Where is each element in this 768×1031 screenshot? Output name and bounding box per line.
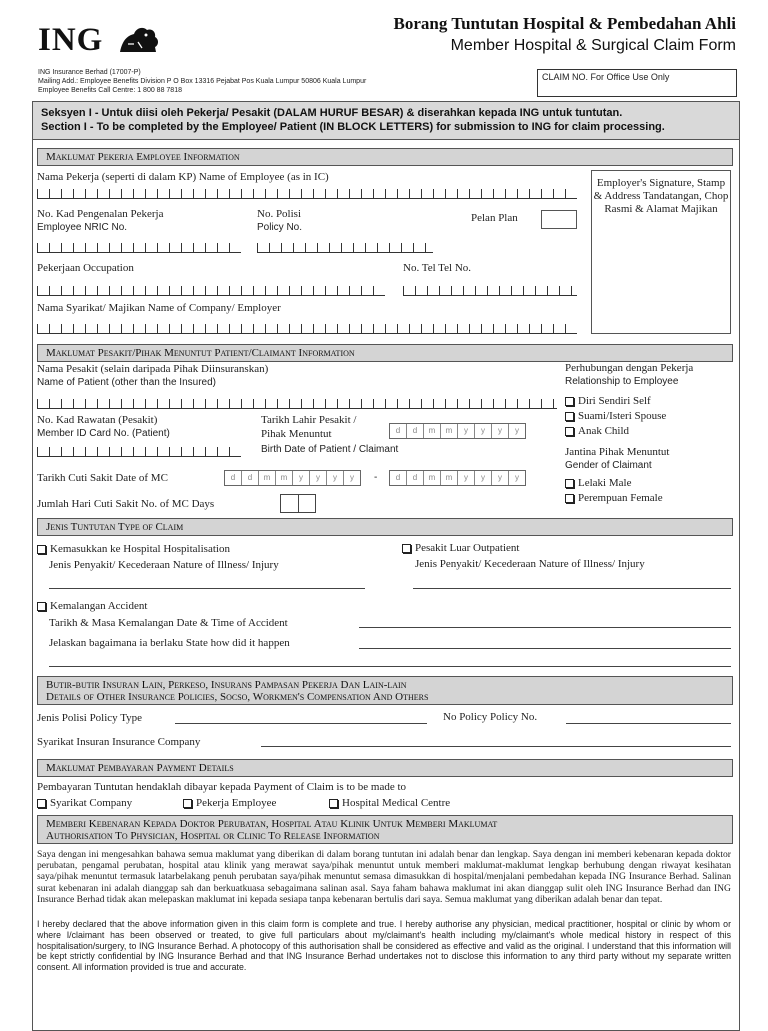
outpatient-checkbox[interactable] [402,544,411,553]
date-cell[interactable]: y [515,473,519,482]
company-label: Nama Syarikat/ Majikan Name of Company/ Employer [37,302,281,314]
patient-name-field[interactable] [37,399,557,409]
gender-male-label: Lelaki Male [578,477,632,489]
company-line-2: Mailing Add.: Employee Benefits Division P O Box 13316 Pejabat Pos Kuala Lumpur 50806 Kuala Lumpur [38,78,367,85]
relationship-label-english: Relationship to Employee [565,376,679,387]
dob-field[interactable] [389,423,526,439]
plan-field[interactable] [541,210,577,229]
gender-label-english: Gender of Claimant [565,460,652,471]
date-cell[interactable]: m [259,471,276,485]
date-cell[interactable]: m [441,424,458,438]
patient-name-label-malay: Nama Pesakit (selain daripada Pihak Diinsuranskan) [37,363,269,375]
date-cell[interactable]: y [293,471,310,485]
member-id-label-malay: No. Kad Rawatan (Pesakit) [37,414,158,426]
dob-label-malay-1: Tarikh Lahir Pesakit / [261,414,357,426]
plan-label: Pelan Plan [471,212,518,224]
child-checkbox[interactable] [565,427,574,436]
payment-employee-label: Pekerja Employee [196,797,277,809]
accident-datetime-field[interactable] [359,627,731,628]
claim-type-heading: Jenis Tuntutan Type of Claim [37,518,733,536]
rel-self-label: Diri Sendiri Self [578,395,651,407]
payment-company-checkbox[interactable] [37,799,46,808]
date-cell[interactable]: d [390,424,407,438]
date-cell[interactable]: y [310,471,327,485]
outpatient-label: Pesakit Luar Outpatient [415,542,520,554]
payment-employee-option[interactable] [183,797,276,809]
intro-malay: Seksyen I - Untuk diisi oleh Pekerja/ Pesakit (DALAM HURUF BESAR) & diserahkan kepada ING untuk tuntutan. [41,107,623,119]
date-cell[interactable]: d [242,471,259,485]
accident-datetime-label: Tarikh & Masa Kemalangan Date & Time of Accident [49,617,288,629]
date-cell[interactable]: y [492,424,509,438]
ing-logo: ING [38,22,104,58]
outpatient-option[interactable] [402,542,519,554]
male-checkbox[interactable] [565,479,574,488]
other-insurance-heading-malay: Butir-butir Insuran Lain, Perkeso, Insurans Pampasan Pekerja Dan Lain-lain [46,679,407,691]
insurance-company-label: Syarikat Insuran Insurance Company [37,736,201,748]
employee-name-label: Nama Pekerja (seperti di dalam KP) Name of Employee (as in IC) [37,171,329,183]
mc-days-field[interactable] [280,494,316,513]
date-cell[interactable]: y [458,471,475,485]
company-field[interactable] [37,324,577,334]
authorisation-heading-english: Authorisation To Physician, Hospital or Clinic To Release Information [46,830,380,842]
relationship-label-malay: Perhubungan dengan Pekerja [565,362,694,374]
mc-date-from-field[interactable] [224,470,361,486]
date-cell[interactable]: d [407,424,424,438]
policy-number-field[interactable] [257,243,433,253]
nric-label-english: Employee NRIC No. [37,222,128,233]
policy-label-malay: No. Polisi [257,208,302,220]
date-cell[interactable]: y [515,426,519,435]
out-nature-label: Jenis Penyakit/ Kecederaan Nature of Illness/ Injury [415,558,645,570]
claim-number-box: CLAIM NO. For Office Use Only [537,69,737,97]
accident-how-label: Jelaskan bagaimana ia berlaku State how did it happen [49,637,290,649]
company-address [38,68,366,95]
form-title-english: Member Hospital & Surgical Claim Form [450,37,736,54]
policy-type-label: Jenis Polisi Policy Type [37,712,143,724]
date-cell[interactable]: m [424,471,441,485]
date-cell[interactable]: d [390,471,407,485]
employee-name-field[interactable] [37,189,577,199]
section-intro [33,102,739,140]
payment-label: Pembayaran Tuntutan hendaklah dibayar kepada Payment of Claim is to be made to [37,781,407,793]
employee-info-heading: Maklumat Pekerja Employee Information [37,148,733,166]
occupation-label: Pekerjaan Occupation [37,262,134,274]
accident-label: Kemalangan Accident [50,600,148,612]
tel-label: No. Tel Tel No. [403,262,472,274]
accident-how-field-2[interactable] [49,666,731,667]
other-policy-no-field[interactable] [566,723,731,724]
member-id-label-english: Member ID Card No. (Patient) [37,428,170,439]
gender-label-malay: Jantina Pihak Menuntut [565,446,670,458]
payment-company-label: Syarikat Company [50,797,133,809]
payment-heading: Maklumat Pembayaran Payment Details [37,759,733,777]
relationship-child-option[interactable] [565,425,629,437]
accident-checkbox[interactable] [37,602,46,611]
accident-how-field[interactable] [359,648,731,649]
lion-logo-icon [116,24,162,54]
payment-hospital-checkbox[interactable] [329,799,338,808]
accident-option[interactable] [37,600,147,612]
self-checkbox[interactable] [565,397,574,406]
policy-type-field[interactable] [175,723,427,724]
form-title-malay: Borang Tuntutan Hospital & Pembedahan Ahli [393,14,736,33]
patient-info-heading: Maklumat Pesakit/Pihak Menuntut Patient/Claimant Information [37,344,733,362]
tel-field[interactable] [403,286,577,296]
date-cell[interactable]: d [225,471,242,485]
out-nature-field[interactable] [413,588,731,589]
other-policy-no-label: No Policy Policy No. [443,711,538,723]
date-cell[interactable]: y [327,471,344,485]
payment-employee-checkbox[interactable] [183,799,192,808]
nric-field[interactable] [37,243,241,253]
authorisation-heading-malay: Memberi Kebenaran Kepada Doktor Perubatan, Hospital Atau Klinik Untuk Memberi Maklumat [46,818,498,830]
date-cell[interactable]: y [475,471,492,485]
mc-date-label: Tarikh Cuti Sakit Date of MC [37,472,168,484]
company-line-3: Employee Benefits Call Centre: 1 800 88 7818 [38,87,182,94]
hospitalisation-option[interactable] [37,543,230,555]
company-line-1: ING Insurance Berhad (17007-P) [38,69,141,76]
intro-english: Section I - To be completed by the Employee/ Patient (IN BLOCK LETTERS) for submission to ING for claim processing. [41,121,665,133]
authorisation-english-text: I hereby declared that the above information given in this claim form is complete and true. I hereby authorise any physician, medical practitioner, hospital or clinic by whom or where I/claimant has been observed or treated, to give full particulars about my/claimant's health including my/claimant's whole medical history in respect of this hospitalisation/surgery, to ING Insurance Berhad. A photocopy of this authorisation shall be considered as effective and valid as the original. I understand that this information will be kept strictly confidential by ING Insurance Berhad and that ING Insurance Berhad undertakes not to disclose this information to any third party without my separate written consent. All information provided is true and accurate. [37,919,731,973]
payment-hospital-option[interactable] [329,797,450,809]
authorisation-malay-text: Saya dengan ini mengesahkan bahawa semua maklumat yang diberikan di dalam borang tuntutan ini adalah benar dan lengkap. Saya dengan ini memberi kebenaran kepada doktor perubatan, pengamal perubatan, hospital atau klinik yang merawat saya/pihak menuntut untuk memberi maklumat-maklumat lengkap berhubung dengan riwayat kesihatan saya/pihak menuntut termasuk latarbelakang penuh perubatan saya/pihak menuntut semasa dimasukkan di hospital/menjalani pembedahan kepada ING Insurance Berhad. Salinan surat kebenaran ini adalah dianggap sah dan berkuatkuasa sebagaimana salinan asal. Saya faham bahawa maklumat ini akan dianggap sulit oleh ING Insurance Berhad dan ING Insurance Berhad tidak akan melepaskan maklumat ini kepada sesiapa tanpa kebenaran bertulis dari saya. Semua maklumat yang diberikan adalah benar dan tepat. [37,849,731,905]
mc-date-dash: - [374,472,378,483]
gender-male-option[interactable] [565,477,631,489]
date-cell[interactable]: y [350,473,354,482]
payment-company-option[interactable] [37,797,132,809]
dob-label-malay-2: Pihak Menuntut [261,428,332,440]
mc-date-to-field[interactable] [389,470,526,486]
occupation-field[interactable] [37,286,385,296]
rel-spouse-label: Suami/Isteri Spouse [578,410,667,422]
patient-name-label-english: Name of Patient (other than the Insured) [37,377,216,388]
other-insurance-heading [37,676,733,705]
date-cell[interactable]: y [492,471,509,485]
date-cell[interactable]: y [458,424,475,438]
other-insurance-heading-english: Details of Other Insurance Policies, Socso, Workmen's Compensation And Others [46,691,429,703]
gender-female-label: Perempuan Female [578,492,663,504]
date-cell[interactable]: d [407,471,424,485]
mc-days-label: Jumlah Hari Cuti Sakit No. of MC Days [37,498,215,510]
date-cell[interactable]: m [441,471,458,485]
insurance-company-field[interactable] [261,746,731,747]
rel-child-label: Anak Child [578,425,630,437]
relationship-self-option[interactable] [565,395,651,407]
hospitalisation-label: Kemasukkan ke Hospital Hospitalisation [50,543,230,555]
gender-female-option[interactable] [565,492,663,504]
female-checkbox[interactable] [565,494,574,503]
dob-label-english: Birth Date of Patient / Claimant [261,444,399,455]
hospitalisation-checkbox[interactable] [37,545,46,554]
hosp-nature-label: Jenis Penyakit/ Kecederaan Nature of Illness/ Injury [49,559,279,571]
policy-label-english: Policy No. [257,222,303,233]
relationship-spouse-option[interactable] [565,410,666,422]
date-cell[interactable]: m [424,424,441,438]
employer-signature-box[interactable]: Employer's Signature, Stamp & Address Tandatangan, Chop Rasmi & Alamat Majikan [591,170,731,334]
nric-label-malay: No. Kad Pengenalan Pekerja [37,208,164,220]
date-cell[interactable]: m [276,471,293,485]
member-id-field[interactable] [37,447,241,457]
spouse-checkbox[interactable] [565,412,574,421]
payment-hospital-label: Hospital Medical Centre [342,797,451,809]
authorisation-heading [37,815,733,844]
hosp-nature-field[interactable] [49,588,365,589]
date-cell[interactable]: y [475,424,492,438]
